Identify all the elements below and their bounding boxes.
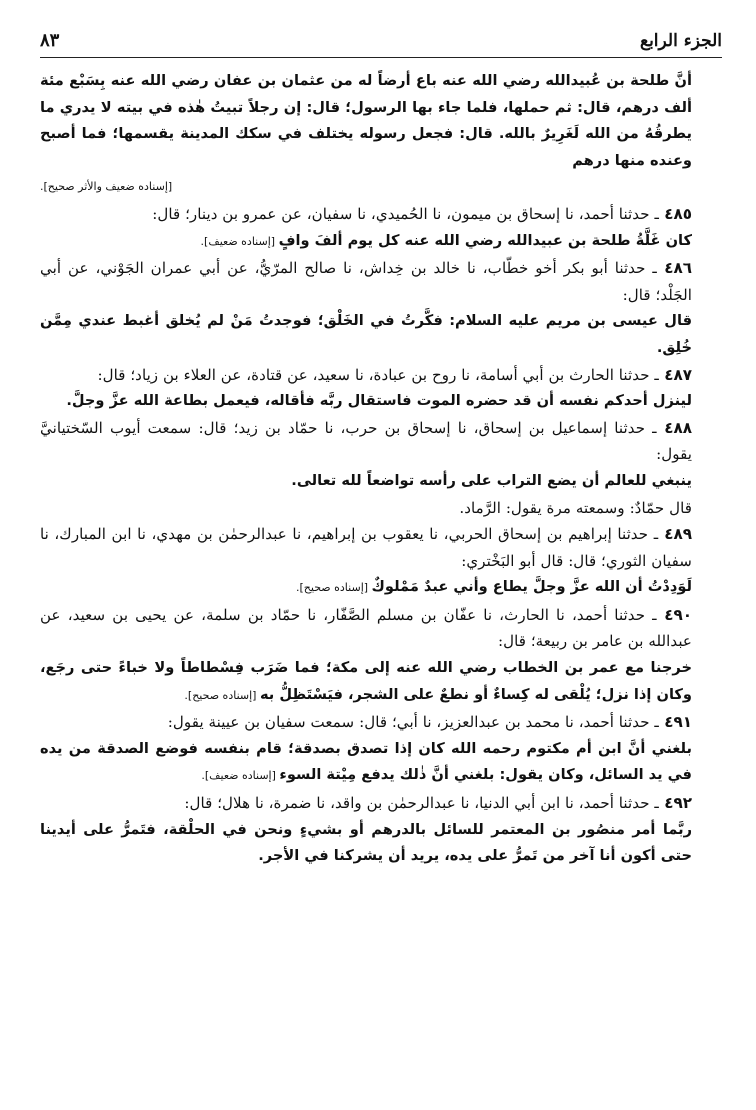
narration-text	[40, 68, 722, 174]
narration-body: كان غَلَّةُ طلحة بن عبيدالله رضي الله عنه كل يوم ألفَ وافٍ	[278, 231, 692, 249]
hadith-number: ٤٨٨	[656, 418, 692, 437]
grading-note: [إسناده صحيح].	[296, 581, 372, 595]
chain-text: ـ حدثنا أحمد، نا محمد بن عبدالعزيز، نا أبي؛ قال: سمعت سفيان بن عيينة يقول:	[167, 713, 659, 732]
narration-body: قال عيسى بن مريم عليه السلام: فكَّرتُ في الخَلْق؛ فوجدتُ مَنْ لم يُخلق أغبط عندي مِمَّن خُلِق.	[40, 312, 692, 356]
narration-text	[40, 308, 722, 361]
hadith-chain	[40, 201, 722, 228]
narration-text	[40, 388, 722, 415]
narration-body: ربَّما أمر منصُور بن المعتمر للسائل بالدرهم أو بشيءٍ ونحن في الحلْقة، فتَمرُّ على أيدينا حتى أكون أنا آخر من تَمرُّ على يده، يريد أن يشركنا في الأجر.	[40, 820, 692, 865]
narration-text	[40, 468, 722, 495]
comment-text	[40, 495, 722, 522]
chain-text: ـ حدثنا أحمد، نا إسحاق بن ميمون، نا الحُميدي، نا سفيان، عن عمرو بن دينار؛ قال:	[152, 204, 659, 223]
hadith-chain	[40, 790, 722, 817]
chain-text: ـ حدثنا الحارث بن أبي أسامة، نا روح بن عبادة، نا سعيد، عن قتادة، عن العلاء بن زياد؛ قال:	[97, 365, 659, 384]
hadith-number: ٤٩٢	[658, 794, 692, 813]
narration-body: بلغني أنَّ ابن أم مكتوم رحمه الله كان إذا تصدق بصدقة؛ قام بنفسه فوضع الصدقة من يده في يد السائل، وكان يقول: بلغني أنَّ ذٰلك يدفع مِيْتة السوء	[40, 739, 692, 784]
grading-note: [إسناده ضعيف].	[201, 769, 280, 783]
grading-note: [إسناده ضعيف والأثر صحيح].	[40, 180, 173, 194]
narration-text	[40, 817, 722, 870]
hadith-number: ٤٨٩	[658, 525, 692, 544]
narration-text	[40, 228, 722, 256]
narration-body: لينزل أحدكم نفسه أن قد حضره الموت فاستقال ربَّه فأقاله، فيعمل بطاعة الله عزَّ وجلَّ.	[66, 392, 692, 410]
header-title: الجزء الرابع	[640, 31, 722, 51]
running-header	[40, 30, 722, 58]
document-body	[40, 68, 722, 870]
hadith-chain	[40, 415, 722, 468]
narration-text	[40, 655, 722, 709]
narration-body: قال حمّادٌ: وسمعته مرة يقول: الرَّماد.	[459, 498, 692, 517]
grading-note: [إسناده ضعيف].	[200, 234, 279, 248]
hadith-chain	[40, 709, 722, 736]
hadith-chain	[40, 602, 722, 655]
hadith-chain	[40, 255, 722, 308]
chain-text: ـ حدثنا أحمد، نا الحارث، نا عفّان بن مسلم الصَّفّار، نا حمّاد بن سلمة، عن يحيى بن سعيد، عن عبدالله بن عامر بن ربيعة؛ قال:	[40, 605, 692, 651]
narration-body: أنَّ طلحة بن عُبيدالله رضي الله عنه باع أرضاً له من عثمان بن عفان رضي الله عنه بِسَبْع مئة ألف درهم، قال: ثم حملها، فلما جاء بها الرسول؛ قال: إن رجلاً تبيتُ هٰذه في بيته لا يدري ما يطرقُهُ من الله لَغَرِيرٌ بالله. قال: فجعل رسوله يختلف في سكك المدينة يقسمها؛ فما أصبح وعنده منها درهم	[40, 72, 692, 169]
chain-text: ـ حدثنا إسماعيل بن إسحاق، نا إسحاق بن حرب، نا حمّاد بن زيد؛ قال: سمعت أيوب السّختيانيَّ يقول:	[40, 418, 692, 464]
narration-text	[40, 574, 722, 602]
chain-text: ـ حدثنا أحمد، نا ابن أبي الدنيا، نا عبدالرحمٰن بن واقد، نا ضمرة، نا هلال؛ قال:	[184, 794, 659, 813]
chain-text: ـ حدثنا أبو بكر أخو خطّاب، نا خالد بن خِداش، نا صالح المرّيُّ، عن أبي عمران الجَوْني، عن أبي الجَلْد؛ قال:	[40, 259, 692, 304]
narration-text	[40, 736, 722, 790]
grading-note: [إسناده صحيح].	[184, 688, 260, 702]
hadith-number: ٤٩١	[658, 713, 692, 732]
narration-body: ينبغي للعالم أن يضع التراب على رأسه تواضعاً لله تعالى.	[291, 471, 692, 489]
chain-text: ـ حدثنا إبراهيم بن إسحاق الحربي، نا يعقوب بن إبراهيم، نا عبدالرحمٰن بن مهدي، نا ابن المبارك، نا سفيان الثوري؛ قال: قال أبو البَخْتري:	[40, 525, 692, 570]
narration-body: لَوَدِدْتُ أن الله عزَّ وجلَّ يطاع وأني عبدٌ مَمْلوكٌ	[371, 578, 692, 596]
page-number: ٨٣	[40, 30, 60, 51]
hadith-chain	[40, 362, 722, 389]
hadith-chain	[40, 521, 722, 574]
hadith-number: ٤٨٦	[656, 259, 693, 278]
hadith-number: ٤٨٥	[658, 204, 692, 223]
hadith-number: ٤٨٧	[658, 365, 692, 384]
hadith-number: ٤٩٠	[656, 605, 692, 624]
narration-body: خرجنا مع عمر بن الخطاب رضي الله عنه إلى مكة؛ فما ضَرَب فِسْطاطاً ولا خباءً حتى رجَع، وكان إذا نزل؛ يُلْقى له كِساءٌ أو نطعٌ على الشجر، فيَسْتَظِلُّ به	[40, 659, 692, 703]
